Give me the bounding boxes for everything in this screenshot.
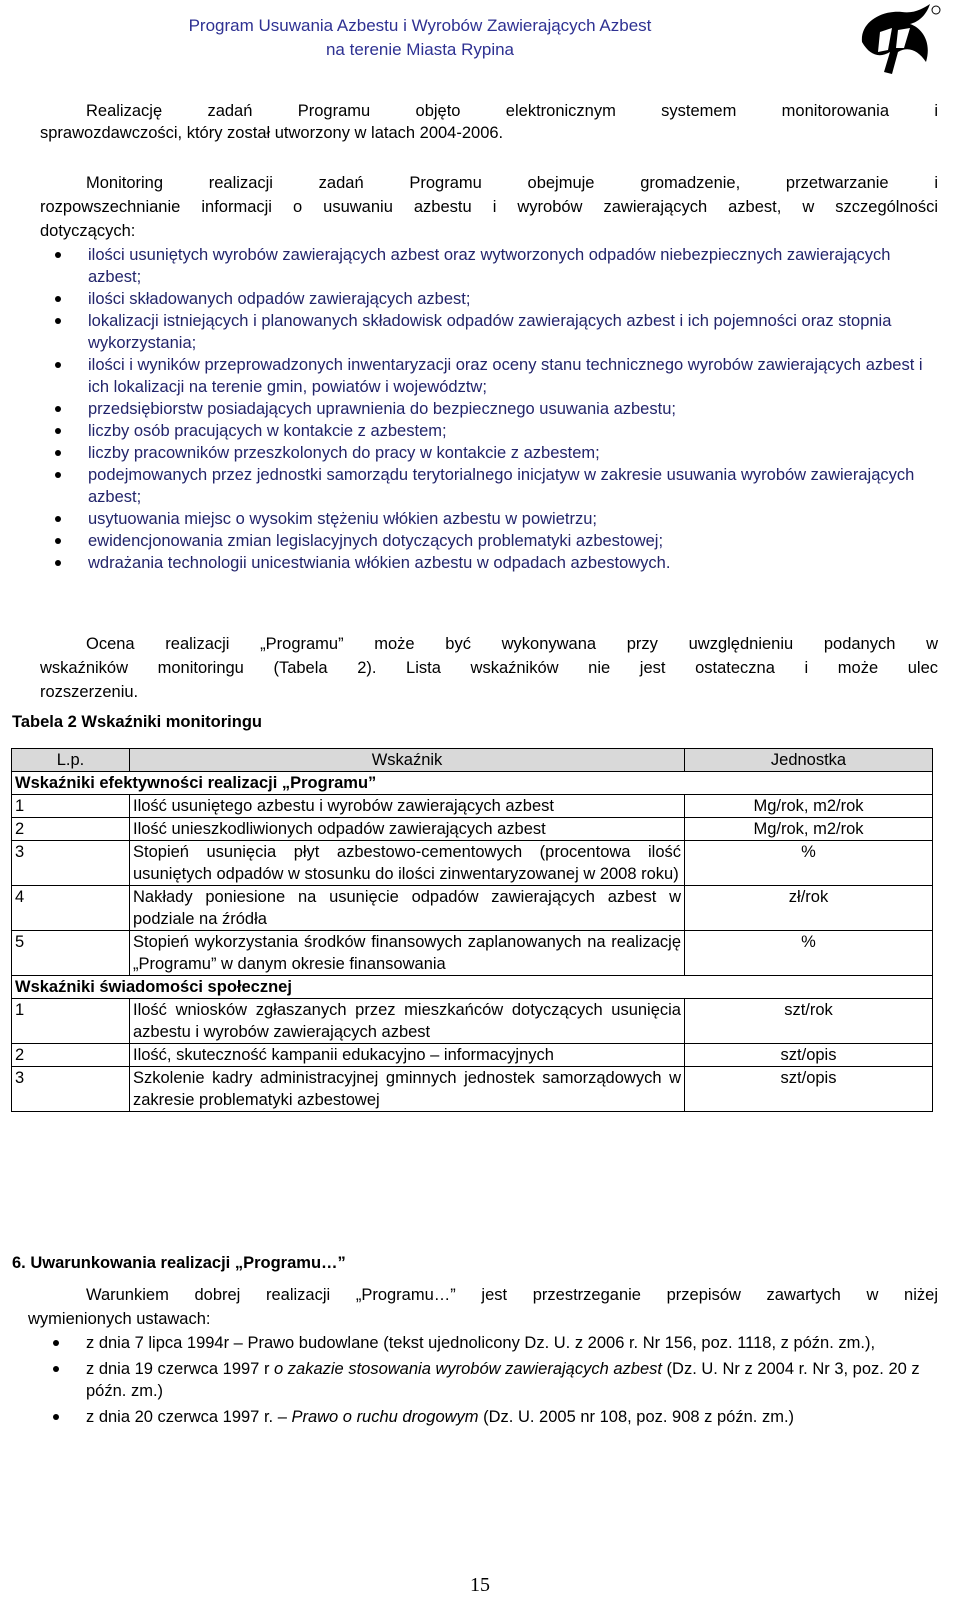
row-lp: 1 [12,999,130,1044]
row-unit: % [685,931,933,976]
row-unit: szt/rok [685,999,933,1044]
table-row [12,931,933,976]
assessment-line1: Ocena realizacji „Programu” może być wykonywana przy uwzględnieniu podanych w [86,635,938,653]
bullet-icon [55,560,61,566]
table-row [12,841,933,886]
assessment-line2: wskaźników monitoringu (Tabela 2). Lista wskaźników nie jest ostateczna i może ulec [40,659,938,677]
table-row [12,795,933,818]
row-lp: 5 [12,931,130,976]
list-item: przedsiębiorstw posiadających uprawnienia do bezpiecznego usuwania azbestu; [40,398,938,420]
list-item: lokalizacji istniejących i planowanych składowisk odpadów zawierających azbest i ich pojemności oraz stopnia wykorzystania; [40,310,938,354]
law-item: z dnia 20 czerwca 1997 r. – Prawo o ruchu drogowym (Dz. U. 2005 nr 108, poz. 908 z późn. zm.) [38,1406,938,1428]
law-item: z dnia 7 lipca 1994r – Prawo budowlane (tekst ujednolicony Dz. U. z 2006 r. Nr 156, poz. 1118, z późn. zm.), [38,1332,938,1354]
table-row [12,818,933,841]
list-item: ilości i wyników przeprowadzonych inwentaryzacji oraz oceny stanu technicznego wyrobów zawierających azbest i ich lokalizacji na terenie gmin, powiatów i województw; [40,354,938,398]
bullet-icon [55,362,61,368]
assessment-line3: rozszerzeniu. [40,683,139,701]
row-lp: 1 [12,795,130,818]
row-lp: 2 [12,1044,130,1067]
table-header-row [12,749,933,772]
list-item: ilości usuniętych wyrobów zawierających azbest oraz wytworzonych odpadów niebezpiecznych zawierających azbest; [40,244,938,288]
row-lp: 3 [12,1067,130,1112]
intro-para1-line1: Realizację zadań Programu objęto elektronicznym systemem monitorowania i [86,102,938,120]
row-unit: Mg/rok, m2/rok [685,818,933,841]
intro-para2-line3: dotyczących: [40,222,136,240]
bullet-icon [55,472,61,478]
table-title: Tabela 2 Wskaźniki monitoringu [12,713,262,731]
row-unit: szt/opis [685,1067,933,1112]
header-lp: L.p. [12,749,130,772]
list-item: wdrażania technologii unicestwiania włókien azbestu w odpadach azbestowych. [40,552,938,574]
row-indicator: Ilość usuniętego azbestu i wyrobów zawierających azbest [130,795,685,818]
header-unit: Jednostka [685,749,933,772]
section-efficiency: Wskaźniki efektywności realizacji „Programu” [12,772,933,795]
bullet-icon [55,428,61,434]
row-indicator: Szkolenie kadry administracyjnej gminnych jednostek samorządowych w zakresie problematyki azbestowej [130,1067,685,1112]
bullet-icon [53,1366,59,1372]
table-row [12,999,933,1044]
row-lp: 2 [12,818,130,841]
section6-line1: Warunkiem dobrej realizacji „Programu…” jest przestrzeganie przepisów zawartych w niżej [86,1286,938,1304]
indicators-table [11,748,933,1112]
table-row [12,886,933,931]
bullet-icon [55,296,61,302]
page-number: 15 [470,1574,490,1596]
row-indicator: Ilość wniosków zgłaszanych przez mieszkańców dotyczących usunięcia azbestu i wyrobów zawierających azbest [130,999,685,1044]
monitoring-list [40,244,938,574]
section6-line2: wymienionych ustawach: [28,1310,211,1328]
section-awareness: Wskaźniki świadomości społecznej [12,976,933,999]
row-indicator: Stopień usunięcia płyt azbestowo-cementowych (procentowa ilość usuniętych odpadów w stosunku do ilości zinwentaryzowanej w 2008 roku) [130,841,685,886]
table-section-row [12,976,933,999]
bullet-icon [53,1340,59,1346]
header-indicator: Wskaźnik [130,749,685,772]
table-row [12,1067,933,1112]
law-item: z dnia 19 czerwca 1997 r o zakazie stosowania wyrobów zawierających azbest (Dz. U. Nr z 2004 r. Nr 3, poz. 20 z późn. zm.) [38,1358,938,1402]
row-unit: Mg/rok, m2/rok [685,795,933,818]
row-unit: szt/opis [685,1044,933,1067]
bullet-icon [55,516,61,522]
list-item: ewidencjonowania zmian legislacyjnych dotyczących problematyki azbestowej; [40,530,938,552]
header-subtitle: na terenie Miasta Rypina [325,40,515,59]
table-section-row [12,772,933,795]
bullet-icon [53,1414,59,1420]
intro-para2-line2: rozpowszechnianie informacji o usuwaniu azbestu i wyrobów zawierających azbest, w szczególności [40,198,938,216]
row-lp: 4 [12,886,130,931]
row-lp: 3 [12,841,130,886]
list-item: podejmowanych przez jednostki samorządu terytorialnego inicjatyw w zakresie usuwania wyrobów zawierających azbest; [40,464,938,508]
header-title: Program Usuwania Azbestu i Wyrobów Zawierających Azbest [188,16,652,35]
list-item: liczby osób pracujących w kontakcie z azbestem; [40,420,938,442]
rypin-logo-icon [852,2,942,76]
laws-list [38,1332,938,1428]
bullet-icon [55,318,61,324]
intro-para2-line1: Monitoring realizacji zadań Programu obejmuje gromadzenie, przetwarzanie i [86,174,938,192]
list-item: liczby pracowników przeszkolonych do pracy w kontakcie z azbestem; [40,442,938,464]
bullet-icon [55,406,61,412]
page-header [0,14,840,62]
section6-heading: 6. Uwarunkowania realizacji „Programu…” [12,1254,346,1272]
list-item: ilości składowanych odpadów zawierających azbest; [40,288,938,310]
bullet-icon [55,538,61,544]
list-item: usytuowania miejsc o wysokim stężeniu włókien azbestu w powietrzu; [40,508,938,530]
row-indicator: Ilość, skuteczność kampanii edukacyjno – informacyjnych [130,1044,685,1067]
bullet-icon [55,450,61,456]
intro-para1-line2: sprawozdawczości, który został utworzony w latach 2004-2006. [40,124,504,142]
bullet-icon [55,252,61,258]
row-indicator: Nakłady poniesione na usunięcie odpadów zawierających azbest w podziale na źródła [130,886,685,931]
row-indicator: Ilość unieszkodliwionych odpadów zawierających azbest [130,818,685,841]
table-row [12,1044,933,1067]
row-unit: zł/rok [685,886,933,931]
row-indicator: Stopień wykorzystania środków finansowych zaplanowanych na realizację „Programu” w danym okresie finansowania [130,931,685,976]
row-unit: % [685,841,933,886]
